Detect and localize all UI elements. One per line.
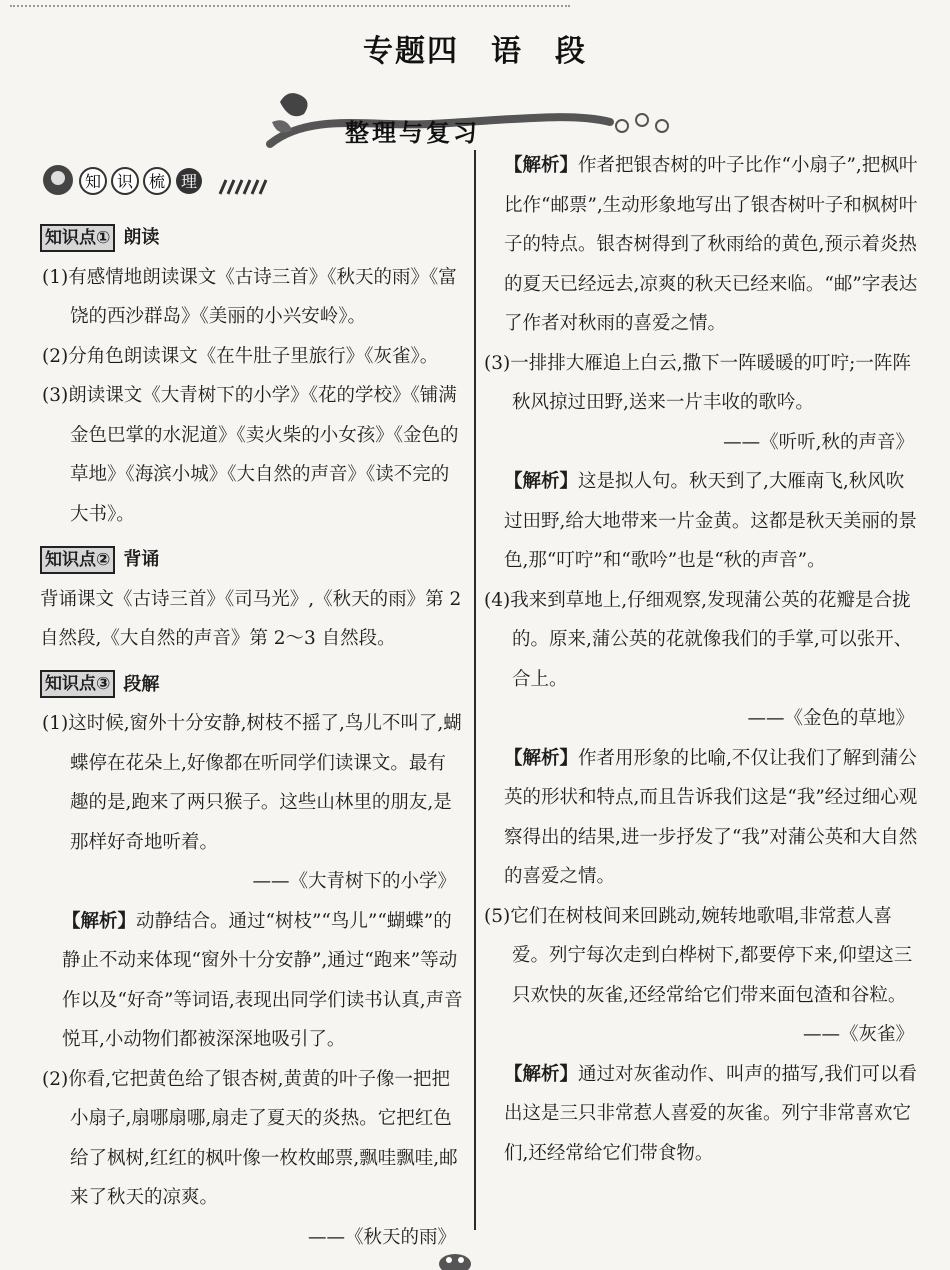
analysis-tag: 【解析】	[504, 747, 579, 769]
banner-title: 整理与复习	[345, 119, 480, 147]
kp1-item: (3)朗读课文《大青树下的小学》《花的学校》《铺满金色巴掌的水泥道》《卖火柴的小女孩》《金色的草地》《海滨小城》《大自然的声音》《读不完的大书》。	[42, 385, 459, 525]
source-4: ——《金色的草地》	[747, 708, 914, 729]
top-dotted-rule	[10, 5, 570, 7]
page-title: 专题四 语 段	[363, 34, 587, 69]
analysis-text: 动静结合。通过“树枝”“鸟儿”“蝴蝶”的静止不动来体现“窗外十分安静”,通过“跑来”等动作以及“好奇”等词语,表现出同学们读书认真,声音悦耳,小动物们都被深深地吸引了。	[62, 910, 463, 1050]
kp1-label: 知识点①	[40, 224, 115, 252]
kp3-label: 知识点③	[40, 670, 115, 698]
kp2-text: 背诵课文《古诗三首》《司马光》,《秋天的雨》第 2 自然段,《大自然的声音》第 2～3 自然段。	[40, 588, 462, 649]
analysis-tag: 【解析】	[504, 1063, 579, 1085]
kp2-header	[40, 540, 464, 580]
left-column	[40, 158, 464, 1257]
source-5: ——《灰雀》	[802, 1024, 914, 1045]
analysis-text: 通过对灰雀动作、叫声的描写,我们可以看出这是三只非常惹人喜爱的灰雀。列宁非常喜欢它们,还经常给它们带食物。	[504, 1063, 917, 1164]
passage-1: (1)这时候,窗外十分安静,树枝不摇了,鸟儿不叫了,蝴蝶停在花朵上,好像都在听同学们读课文。最有趣的是,跑来了两只猴子。这些山林里的朋友,是那样好奇地听着。	[42, 713, 462, 853]
passage-5: (5)它们在树枝间来回跳动,婉转地歌唱,非常惹人喜爱。列宁每次走到白桦树下,都要停下来,仰望这三只欢快的灰雀,还经常给它们带来面包渣和谷粒。	[484, 905, 913, 1006]
right-column	[482, 146, 922, 1173]
kp2-label: 知识点②	[40, 546, 115, 574]
analysis-2	[482, 146, 922, 344]
source-3: ——《听听,秋的声音》	[723, 431, 914, 453]
passage-4: (4)我来到草地上,仔细观察,发现蒲公英的花瓣是合拢的。原来,蒲公英的花就像我们的手掌,可以张开、合上。	[484, 589, 913, 690]
kp1-header	[40, 218, 464, 258]
passage-3: (3)一排排大雁追上白云,撒下一阵暖暖的叮咛;一阵阵秋风掠过田野,送来一片丰收的歌吟。	[484, 352, 911, 413]
badge-char: 理	[180, 172, 198, 191]
analysis-3	[482, 462, 922, 581]
analysis-5	[482, 1055, 922, 1174]
analysis-tag: 【解析】	[504, 471, 579, 492]
knowledge-badge	[40, 158, 280, 204]
section-header	[40, 158, 464, 212]
analysis-text: 作者把银杏树的叶子比作“小扇子”,把枫叶比作“邮票”,生动形象地写出了银杏树叶子和枫树叶子的特点。银杏树得到了秋雨给的黄色,预示着炎热的夏天已经远去,凉爽的秋天已经来临。“邮”字表达了作者对秋雨的喜爱之情。	[504, 155, 918, 334]
kp2-title: 背诵	[123, 549, 160, 570]
analysis-text: 这是拟人句。秋天到了,大雁南飞,秋风吹过田野,给大地带来一片金黄。这都是秋天美丽的景色,那“叮咛”和“歌吟”也是“秋的声音”。	[504, 471, 917, 571]
kp1-title: 朗读	[123, 227, 160, 248]
analysis-1	[40, 902, 464, 1060]
kp1-item: (2)分角色朗读课文《在牛肚子里旅行》《灰雀》。	[42, 345, 439, 367]
banner-decoration	[250, 82, 710, 152]
column-divider	[474, 150, 476, 1230]
passage-2: (2)你看,它把黄色给了银杏树,黄黄的叶子像一把把小扇子,扇哪扇哪,扇走了夏天的炎热。它把红色给了枫树,红红的枫叶像一枚枚邮票,飘哇飘哇,邮来了秋天的凉爽。	[42, 1068, 458, 1208]
analysis-tag: 【解析】	[504, 155, 579, 176]
badge-char: 梳	[148, 172, 166, 191]
badge-char: 知	[84, 172, 102, 191]
analysis-tag: 【解析】	[62, 910, 137, 932]
analysis-text: 作者用形象的比喻,不仅让我们了解到蒲公英的形状和特点,而且告诉我们这是“我”经过细心观察得出的结果,进一步抒发了“我”对蒲公英和大自然的喜爱之情。	[504, 747, 918, 887]
kp3-header	[40, 665, 464, 705]
flower-icon	[280, 93, 308, 116]
kp1-item: (1)有感情地朗读课文《古诗三首》《秋天的雨》《富饶的西沙群岛》《美丽的小兴安岭》。	[42, 266, 457, 327]
kp3-title: 段解	[123, 673, 160, 695]
source-2: ——《秋天的雨》	[307, 1226, 456, 1248]
analysis-4	[482, 739, 922, 897]
badge-char: 识	[116, 172, 134, 191]
leaf-icon	[272, 120, 292, 132]
source-1: ——《大青树下的小学》	[252, 871, 456, 892]
